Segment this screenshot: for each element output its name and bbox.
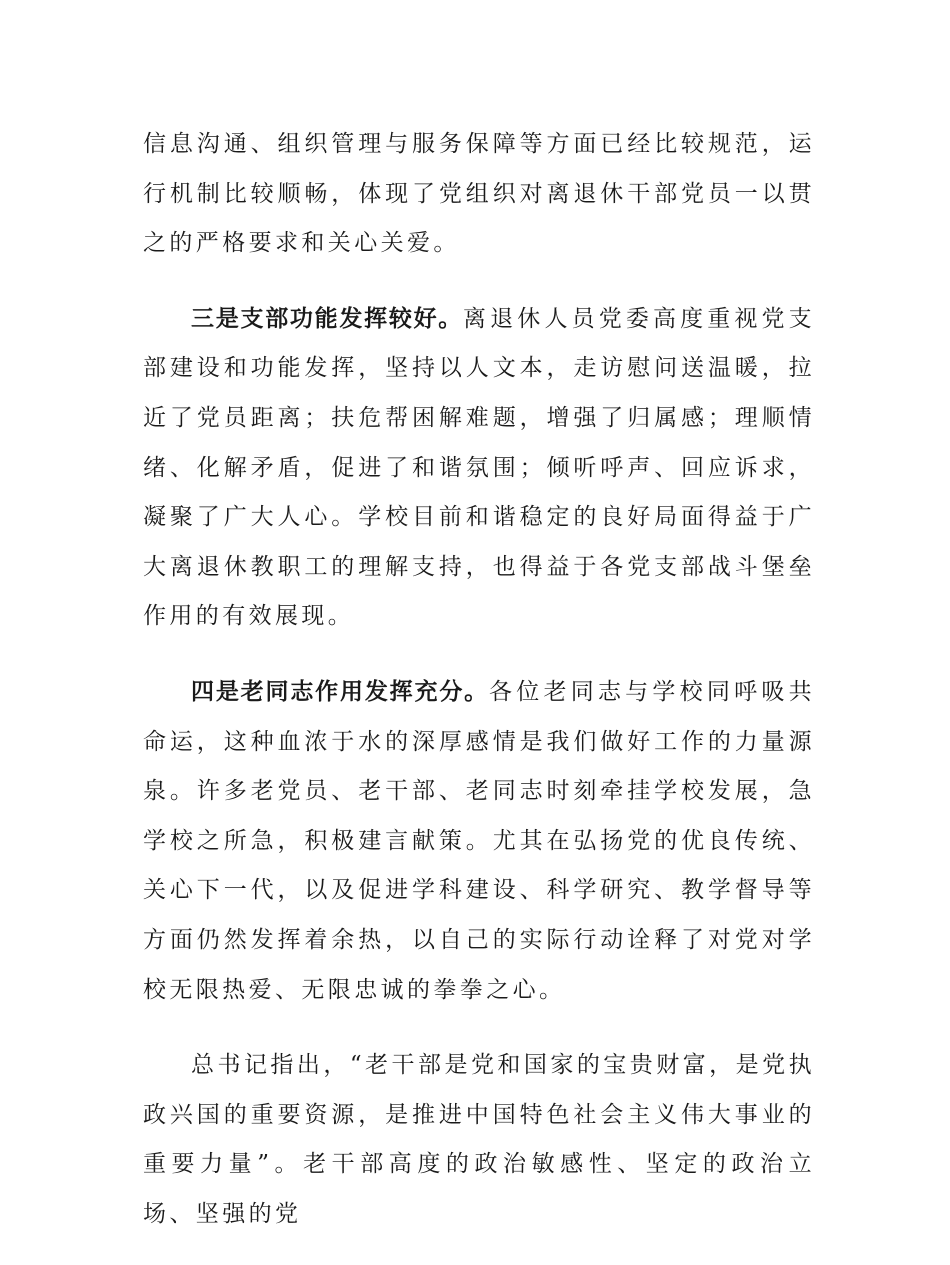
document-page	[143, 120, 815, 1265]
paragraph-lead-heading: 三是支部功能发挥较好。	[191, 305, 464, 332]
paragraph-lead-heading: 四是老同志作用发挥充分。	[191, 678, 490, 705]
paragraph-general-secretary-quote	[143, 1041, 815, 1239]
paragraph-text: 各位老同志与学校同呼吸共命运，这种血浓于水的深厚感情是我们做好工作的力量源泉。许多老党员、老干部、老同志时刻牵挂学校发展，急学校之所急，积极建言献策。尤其在弘扬党的优良传统、关心下一代，以及促进学科建设、科学研究、教学督导等方面仍然发挥着余热，以自己的实际行动诠释了对党对学校无限热爱、无限忠诚的拳拳之心。	[143, 678, 815, 1003]
paragraph-branch-function	[143, 295, 815, 642]
paragraph-text: 信息沟通、组织管理与服务保障等方面已经比较规范，运行机制比较顺畅，体现了党组织对离退休干部党员一以贯之的严格要求和关心关爱。	[143, 131, 815, 257]
paragraph-text: 总书记指出，“老干部是党和国家的宝贵财富，是党执政兴国的重要资源，是推进中国特色社会主义伟大事业的重要力量”。老干部高度的政治敏感性、坚定的政治立场、坚强的党	[143, 1052, 815, 1227]
paragraph-continuation	[143, 120, 815, 269]
paragraph-veteran-role	[143, 668, 815, 1015]
paragraph-text: 离退休人员党委高度重视党支部建设和功能发挥，坚持以人文本，走访慰问送温暖，拉近了党员距离；扶危帮困解难题，增强了归属感；理顺情绪、化解矛盾，促进了和谐氛围；倾听呼声、回应诉求，凝聚了广大人心。学校目前和谐稳定的良好局面得益于广大离退休教职工的理解支持，也得益于各党支部战斗堡垒作用的有效展现。	[143, 305, 816, 630]
